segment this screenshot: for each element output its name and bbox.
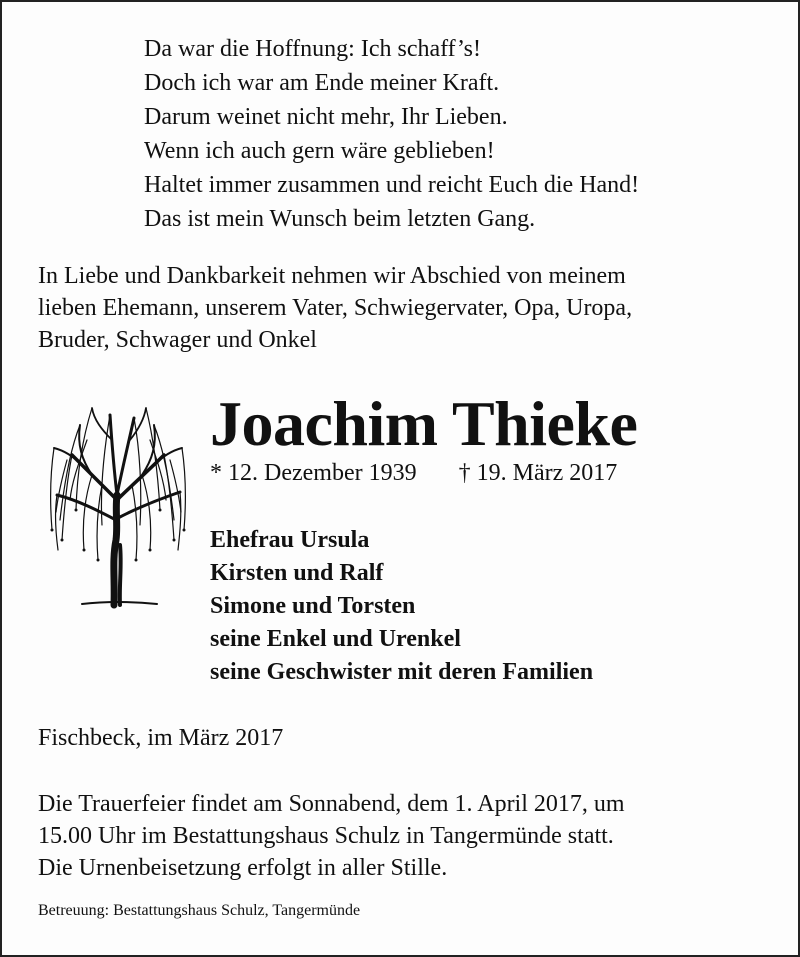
mourner-line: seine Geschwister mit deren Familien xyxy=(210,659,594,685)
service-line: 15.00 Uhr im Bestattungshaus Schulz in Tangermünde statt. xyxy=(38,823,614,849)
deceased-name: Joachim Thieke xyxy=(210,388,638,459)
mourner-line: Ehefrau Ursula xyxy=(210,527,370,553)
poem-line: Das ist mein Wunsch beim letzten Gang. xyxy=(144,206,536,232)
poem-line: Darum weinet nicht mehr, Ihr Lieben. xyxy=(144,104,508,130)
death-date: † 19. März 2017 xyxy=(458,460,618,486)
mourner-line: Kirsten und Ralf xyxy=(210,560,384,586)
mourner-line: Simone und Torsten xyxy=(210,593,416,619)
birth-date: * 12. Dezember 1939 xyxy=(210,460,417,486)
poem-line: Doch ich war am Ende meiner Kraft. xyxy=(144,70,500,96)
mourners-list xyxy=(210,524,593,689)
weeping-tree-icon xyxy=(42,400,192,610)
poem xyxy=(144,32,639,236)
intro-line: Bruder, Schwager und Onkel xyxy=(38,327,317,353)
funeral-home-credit: Betreuung: Bestattungshaus Schulz, Tangermünde xyxy=(38,902,361,919)
intro-line: In Liebe und Dankbarkeit nehmen wir Abschied von meinem xyxy=(38,263,626,289)
intro-line: lieben Ehemann, unserem Vater, Schwiegervater, Opa, Uropa, xyxy=(38,295,633,321)
intro-text xyxy=(38,260,773,356)
mourner-line: seine Enkel und Urenkel xyxy=(210,626,461,652)
poem-line: Wenn ich auch gern wäre geblieben! xyxy=(144,138,495,164)
poem-line: Da war die Hoffnung: Ich schaff’s! xyxy=(144,36,481,62)
place-and-date: Fischbeck, im März 2017 xyxy=(38,725,284,751)
funeral-service-info xyxy=(38,788,778,884)
poem-line: Haltet immer zusammen und reicht Euch die Hand! xyxy=(144,172,640,198)
service-line: Die Urnenbeisetzung erfolgt in aller Stille. xyxy=(38,855,448,881)
life-dates xyxy=(210,457,617,489)
service-line: Die Trauerfeier findet am Sonnabend, dem 1. April 2017, um xyxy=(38,791,625,817)
